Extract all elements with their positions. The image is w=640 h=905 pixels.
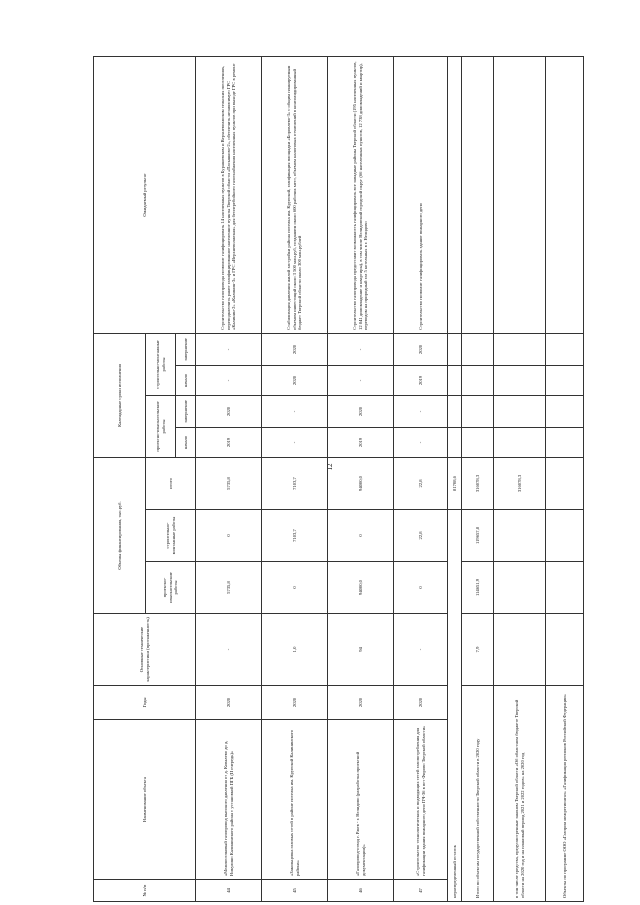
cell-characteristics: 94 — [328, 614, 394, 686]
cell-design-end: 2020 — [328, 395, 394, 427]
cell-fund-design: 5735,8 — [196, 562, 262, 614]
cell-fund-total: 22,8 — [394, 457, 448, 509]
empty-cell — [448, 395, 462, 427]
cell-design-end: - — [262, 395, 328, 427]
cell-years: 2020 — [262, 686, 328, 720]
total-fund-design: 114651,9 — [462, 562, 494, 614]
empty-cell — [448, 333, 462, 365]
cell-build-end: 2020 — [262, 333, 328, 365]
cell-num: 45 — [262, 880, 328, 902]
cell-build-start: 2020 — [262, 365, 328, 395]
empty-cell — [494, 56, 546, 333]
header-build-end: завершение — [176, 333, 196, 365]
cell-years: 2020 — [196, 686, 262, 720]
empty-cell — [494, 614, 546, 686]
cell-fund-total: 94000,0 — [328, 457, 394, 509]
cell-name: «Закольцовка газовых сетей в районе поселка им. Крупской Калининского района» — [262, 720, 328, 880]
cell-fund-design: 94000,0 — [328, 562, 394, 614]
gazprom-program-label: Объекты по программе ООО «Газпром межрегионгаз» «Газификация регионов Российской Федерации» — [546, 686, 584, 902]
budget-including-row — [494, 56, 546, 901]
cell-years: 2020 — [328, 686, 394, 720]
cell-name: «Газопровод-отвод г. Ржев - г. Нелидово (разработка проектной документации)» — [328, 720, 394, 880]
cell-fund-design: 0 — [394, 562, 448, 614]
header-fund-build: строительно-монтажные работы — [146, 510, 196, 562]
empty-cell — [546, 365, 584, 395]
empty-cell — [494, 427, 546, 457]
empty-cell — [546, 457, 584, 509]
header-design-end: завершение — [176, 395, 196, 427]
unallocated-balance-total: 81708,6 — [448, 457, 462, 509]
empty-cell — [462, 395, 494, 427]
table-row — [328, 56, 394, 901]
header-fund-design: проектно-изыскательские работы — [146, 562, 196, 614]
cell-result: Строительство газопровода позволит газифицировать 14 населенных пунктов в Бурашевском и Верхневолжском сельских поселениях, переподключить ранее газифицированное населенное пункты Тверской области «Пасынково-2», обеспечить независимую ГРС «Калинин-2» «Калинин-3» и ГРС «Верхневолжская» для бесперебойного газоснабжения населенных пунктов при выходе ГРС в ремонт — [196, 56, 262, 333]
cell-build-end: 2020 — [394, 333, 448, 365]
cell-design-start: 2019 — [196, 427, 262, 457]
cell-design-end: - — [394, 395, 448, 427]
header-design-start: начало — [176, 427, 196, 457]
budget-including-total: 316078,3 — [494, 457, 546, 509]
empty-cell — [494, 562, 546, 614]
gazprom-program-row — [546, 56, 584, 901]
header-years: Годы — [94, 686, 196, 720]
header-build-works: строительно-монтажные работы — [146, 333, 176, 395]
cell-fund-build: 0 — [328, 510, 394, 562]
header-characteristics: Основные технические характеристики (протяженность) — [94, 614, 196, 686]
empty-cell — [546, 510, 584, 562]
total-characteristics: 7,9 — [462, 614, 494, 686]
empty-cell — [462, 56, 494, 333]
empty-cell — [494, 510, 546, 562]
cell-build-start: 2019 — [394, 365, 448, 395]
page-number: 12 — [326, 463, 334, 471]
cell-num: 44 — [196, 880, 262, 902]
cell-build-end: - — [328, 333, 394, 365]
empty-cell — [546, 614, 584, 686]
cell-design-end: 2020 — [196, 395, 262, 427]
empty-cell — [546, 427, 584, 457]
table-row — [262, 56, 328, 901]
budget-including-label: в том числе средства, предусмотренные законом Тверской области «Об областном бюджете Тверской области на 2020 год и на плановый период 2021 и 2022 годов» на 2020 год — [494, 686, 546, 902]
cell-fund-total: 7103,7 — [262, 457, 328, 509]
header-row-1 — [94, 56, 146, 901]
cell-years: 2020 — [394, 686, 448, 720]
rotated-table-sheet — [93, 57, 567, 902]
empty-cell — [448, 365, 462, 395]
cell-num: 46 — [328, 880, 394, 902]
cell-num: 47 — [394, 880, 448, 902]
cell-characteristics: - — [394, 614, 448, 686]
empty-cell — [546, 333, 584, 365]
empty-cell — [494, 365, 546, 395]
total-label: Итого по объектам государственной собственности Тверской области в 2020 году — [462, 686, 494, 902]
cell-fund-build: 0 — [196, 510, 262, 562]
empty-cell — [462, 365, 494, 395]
total-row — [462, 56, 494, 901]
header-result: Ожидаемый результат — [94, 56, 196, 333]
cell-fund-total: 5735,8 — [196, 457, 262, 509]
cell-build-start: - — [196, 365, 262, 395]
cell-build-start: - — [328, 365, 394, 395]
cell-fund-build: 7103,7 — [262, 510, 328, 562]
empty-cell — [462, 333, 494, 365]
cell-design-start: - — [262, 427, 328, 457]
table-row — [196, 56, 262, 901]
cell-name: «Межпоселковый газопровод высокого давления от д. Ковалево до д. Никулино Калининского района с установкой ПГБ (II очередь)» — [196, 720, 262, 880]
header-funding: Объемы финансирования, тыс.руб. — [94, 457, 146, 613]
cell-result: Стабилизация давления жилой застройки района поселка им. Крупской, газификация площадки «Боровлево-3» с общим планируемым объемом инвестиций около 3 500 млн.руб, созданием около 600 рабочих мест, объемом налоговых отчислений в консолидированный бюджет Тверской области около 300 млн.рублей — [262, 56, 328, 333]
header-build-start: начало — [176, 365, 196, 395]
unallocated-balance-label: нераспределенный остаток — [448, 510, 462, 902]
table-rotation-frame — [93, 57, 567, 902]
header-fund-total: итого — [146, 457, 196, 509]
empty-cell — [494, 333, 546, 365]
cell-fund-design: 0 — [262, 562, 328, 614]
header-name: Наименование объекта — [94, 720, 196, 880]
total-fund-total: 316078,3 — [462, 457, 494, 509]
header-num: № п/п — [94, 880, 196, 902]
table-row — [394, 56, 448, 901]
gasification-objects-table — [93, 56, 584, 902]
header-schedule: Календарные сроки исполнения — [94, 333, 146, 457]
empty-cell — [546, 562, 584, 614]
cell-design-start: 2019 — [328, 427, 394, 457]
cell-name: «Строительство технологических и подводящих сетей газопотребления для газификации здания пожарного депо ПЧ-36 в пгт Фирово Тверской области» — [394, 720, 448, 880]
cell-characteristics: - — [196, 614, 262, 686]
empty-cell — [546, 395, 584, 427]
header-design-works: проектно-изыскательские работы — [146, 395, 176, 457]
unallocated-balance-row — [448, 56, 462, 901]
cell-build-end: - — [196, 333, 262, 365]
cell-fund-build: 22,8 — [394, 510, 448, 562]
cell-characteristics: 1,0 — [262, 614, 328, 686]
empty-cell — [448, 427, 462, 457]
empty-cell — [462, 427, 494, 457]
empty-cell — [448, 56, 462, 333]
cell-result: Строительство позволит газифицировать здание пожарного депо — [394, 56, 448, 333]
total-fund-build: 119657,8 — [462, 510, 494, 562]
empty-cell — [494, 395, 546, 427]
cell-result: Строительство газопровода предоставит возможность газифицировать все западные районы Тверской области (195 населенных пунктов, 12 841 домовладение и квартиры), в том числе Нелидовский городской округ (66 населенных пунктов, 12 738 домовладений и квартир), переводом на природный газ 5 котельных в г. Нелидово — [328, 56, 394, 333]
empty-cell — [546, 56, 584, 333]
cell-design-start: - — [394, 427, 448, 457]
